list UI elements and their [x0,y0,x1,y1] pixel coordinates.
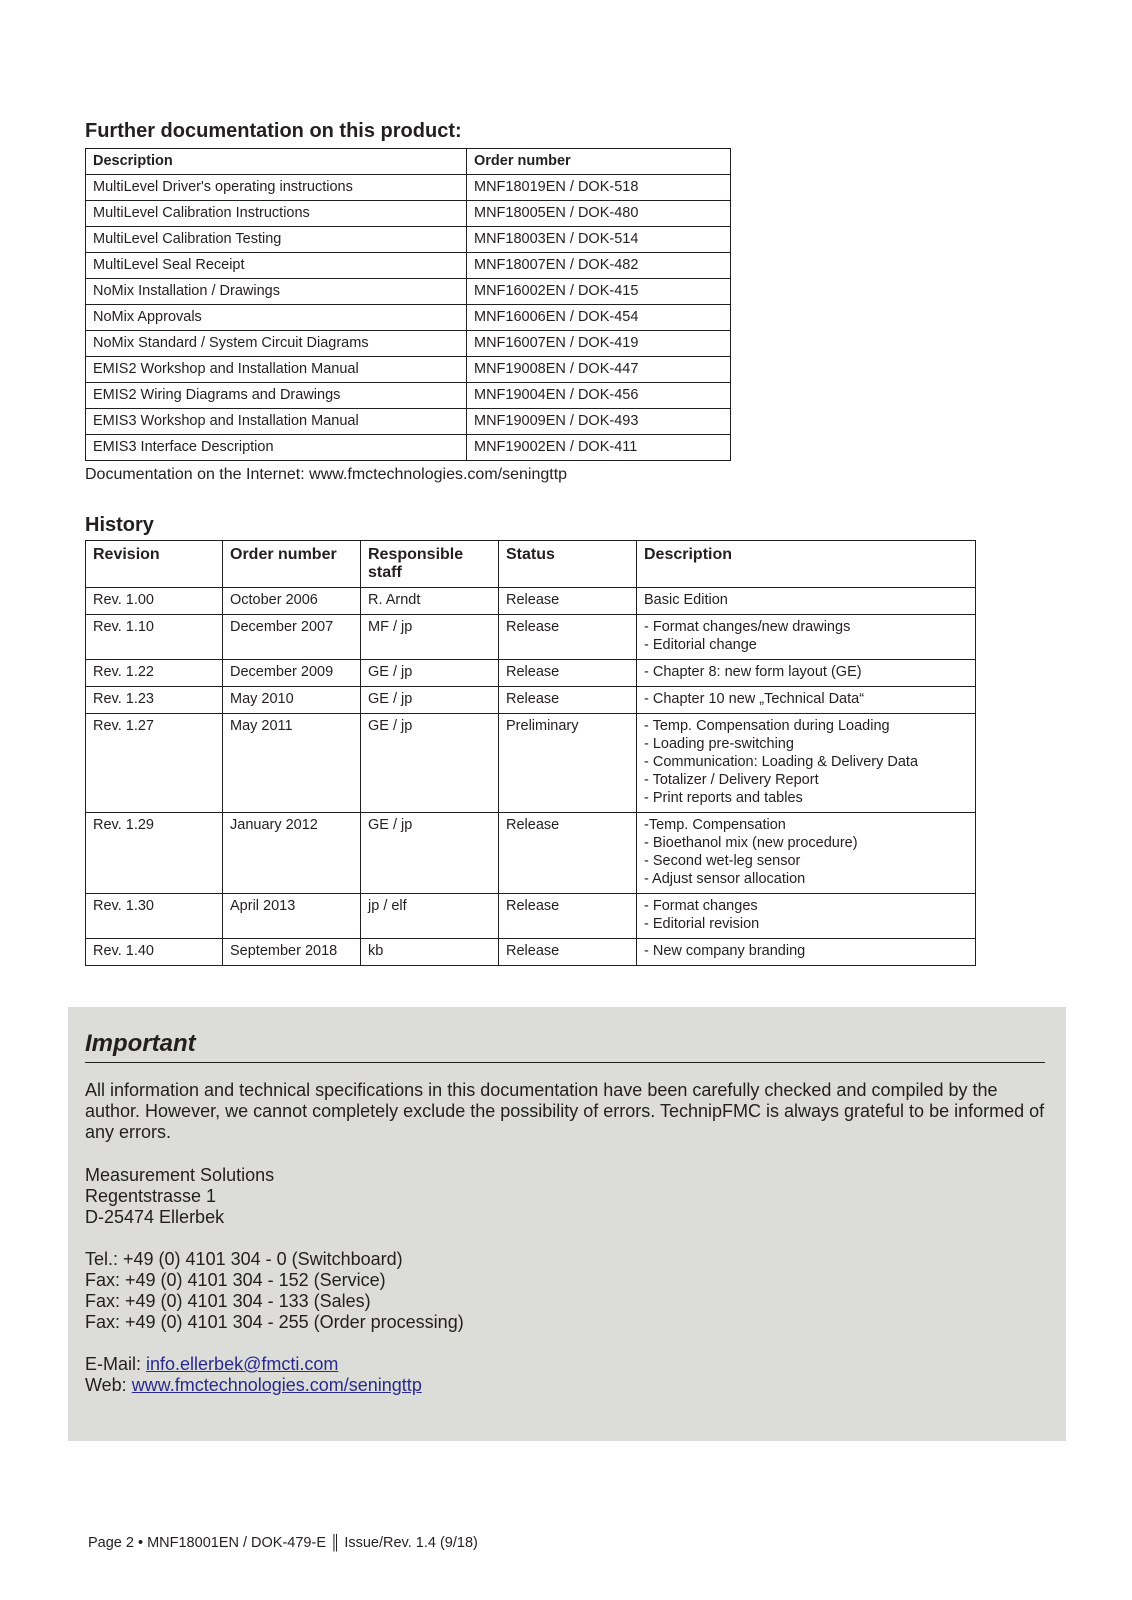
order-date-cell: May 2010 [223,687,361,714]
description-line: -Temp. Compensation [644,817,786,833]
description-line: - Print reports and tables [644,790,803,806]
order-number-cell: MNF16002EN / DOK-415 [467,279,731,305]
revision-description-cell [637,714,976,813]
description-line: - Temp. Compensation during Loading [644,718,890,734]
further-documentation-title: Further documentation on this product: [85,120,462,142]
status-cell: Release [499,588,637,615]
staff-cell: MF / jp [361,615,499,660]
document-description-cell: EMIS3 Workshop and Installation Manual [86,409,467,435]
phone-fax-numbers [85,1249,1045,1333]
phone-line: Tel.: +49 (0) 4101 304 - 0 (Switchboard) [85,1249,403,1269]
revision-description-cell [637,939,976,966]
status-cell: Release [499,615,637,660]
document-description-cell: MultiLevel Calibration Testing [86,227,467,253]
web-label: Web: [85,1375,132,1395]
status-cell: Release [499,939,637,966]
order-number-cell: MNF18005EN / DOK-480 [467,201,731,227]
order-number-cell: MNF19004EN / DOK-456 [467,383,731,409]
page-footer: Page 2 • MNF18001EN / DOK-479-E ║ Issue/Rev. 1.4 (9/18) [88,1535,478,1551]
revision-cell: Rev. 1.23 [86,687,223,714]
order-date-cell: October 2006 [223,588,361,615]
description-line: - Bioethanol mix (new procedure) [644,835,858,851]
table-row [86,279,731,305]
table-row [86,687,976,714]
revision-cell: Rev. 1.30 [86,894,223,939]
table-row [86,331,731,357]
address-line: D-25474 Ellerbek [85,1207,225,1227]
document-description-cell: MultiLevel Seal Receipt [86,253,467,279]
table-row [86,175,731,201]
document-description-cell: NoMix Standard / System Circuit Diagrams [86,331,467,357]
order-number-cell: MNF16006EN / DOK-454 [467,305,731,331]
table-row [86,813,976,894]
table-row [86,253,731,279]
staff-cell: GE / jp [361,687,499,714]
table-row [86,201,731,227]
important-notice-box [68,1007,1066,1441]
revision-description-cell [637,813,976,894]
table-row [86,660,976,687]
table-row [86,435,731,461]
history-title: History [85,514,154,536]
table-row [86,383,731,409]
document-description-cell: MultiLevel Calibration Instructions [86,201,467,227]
company-address [85,1165,1045,1228]
description-line: - Communication: Loading & Delivery Data [644,754,919,770]
order-number-cell: MNF19002EN / DOK-411 [467,435,731,461]
revision-cell: Rev. 1.10 [86,615,223,660]
address-line: Regentstrasse 1 [85,1186,217,1206]
revision-column-header: Revision [86,541,223,588]
documentation-table-header [86,149,731,175]
description-line: - New company branding [644,943,806,959]
status-cell: Release [499,660,637,687]
description-line: - Loading pre-switching [644,736,794,752]
document-description-cell: EMIS3 Interface Description [86,435,467,461]
document-description-cell: EMIS2 Workshop and Installation Manual [86,357,467,383]
web-line [85,1375,1045,1396]
order-date-cell: April 2013 [223,894,361,939]
description-line: - Chapter 8: new form layout (GE) [644,664,862,680]
documentation-table [85,148,731,461]
staff-cell: GE / jp [361,813,499,894]
revision-cell: Rev. 1.00 [86,588,223,615]
order-number-cell: MNF18007EN / DOK-482 [467,253,731,279]
table-row [86,357,731,383]
phone-line: Fax: +49 (0) 4101 304 - 133 (Sales) [85,1291,371,1311]
staff-cell: kb [361,939,499,966]
revision-description-cell [637,588,976,615]
table-row [86,615,976,660]
order-number-column-header: Order number [467,149,731,175]
history-table [85,540,976,966]
important-paragraph: All information and technical specifications in this documentation have been carefully checked and compiled by the author. However, we cannot completely exclude the possibility of errors. TechnipFMC is always grateful to be informed of any errors. [85,1080,1045,1142]
description-column-header: Description [637,541,976,588]
description-line: - Chapter 10 new „Technical Data“ [644,691,865,707]
staff-cell: R. Arndt [361,588,499,615]
status-column-header: Status [499,541,637,588]
order-number-column-header: Order number [223,541,361,588]
order-date-cell: May 2011 [223,714,361,813]
address-line: Measurement Solutions [85,1165,275,1185]
description-line: - Second wet-leg sensor [644,853,801,869]
description-line: - Totalizer / Delivery Report [644,772,819,788]
web-link[interactable]: www.fmctechnologies.com/seningttp [131,1375,422,1395]
order-date-cell: January 2012 [223,813,361,894]
order-date-cell: December 2009 [223,660,361,687]
description-line: - Adjust sensor allocation [644,871,806,887]
staff-cell: jp / elf [361,894,499,939]
history-table-header [86,541,976,588]
table-row [86,409,731,435]
phone-line: Fax: +49 (0) 4101 304 - 255 (Order processing) [85,1312,464,1332]
status-cell: Release [499,687,637,714]
description-line: Basic Edition [644,592,728,608]
staff-cell: GE / jp [361,714,499,813]
description-column-header: Description [86,149,467,175]
email-label: E-Mail: [85,1354,147,1374]
document-description-cell: NoMix Installation / Drawings [86,279,467,305]
revision-description-cell [637,615,976,660]
revision-cell: Rev. 1.29 [86,813,223,894]
contact-links [85,1354,1045,1396]
document-description-cell: NoMix Approvals [86,305,467,331]
email-line [85,1354,1045,1375]
revision-description-cell [637,660,976,687]
revision-description-cell [637,687,976,714]
status-cell: Release [499,813,637,894]
order-date-cell: December 2007 [223,615,361,660]
description-line: - Format changes/new drawings [644,619,851,635]
document-description-cell: MultiLevel Driver's operating instructions [86,175,467,201]
table-row [86,714,976,813]
revision-cell: Rev. 1.22 [86,660,223,687]
important-heading: Important [85,1030,1045,1063]
revision-description-cell [637,894,976,939]
revision-cell: Rev. 1.40 [86,939,223,966]
table-row [86,939,976,966]
description-line: - Format changes [644,898,758,914]
status-cell: Release [499,894,637,939]
order-number-cell: MNF16007EN / DOK-419 [467,331,731,357]
status-cell: Preliminary [499,714,637,813]
table-row [86,227,731,253]
table-row [86,588,976,615]
description-line: - Editorial revision [644,916,760,932]
order-number-cell: MNF18003EN / DOK-514 [467,227,731,253]
order-number-cell: MNF18019EN / DOK-518 [467,175,731,201]
phone-line: Fax: +49 (0) 4101 304 - 152 (Service) [85,1270,386,1290]
staff-cell: GE / jp [361,660,499,687]
description-line: - Editorial change [644,637,757,653]
table-row [86,894,976,939]
responsible-staff-column-header: Responsible staff [361,541,499,588]
email-link[interactable]: info.ellerbek@fmcti.com [146,1354,339,1374]
order-date-cell: September 2018 [223,939,361,966]
document-description-cell: EMIS2 Wiring Diagrams and Drawings [86,383,467,409]
order-number-cell: MNF19009EN / DOK-493 [467,409,731,435]
order-number-cell: MNF19008EN / DOK-447 [467,357,731,383]
revision-cell: Rev. 1.27 [86,714,223,813]
table-row [86,305,731,331]
internet-documentation-note: Documentation on the Internet: www.fmctechnologies.com/seningttp [85,466,568,483]
